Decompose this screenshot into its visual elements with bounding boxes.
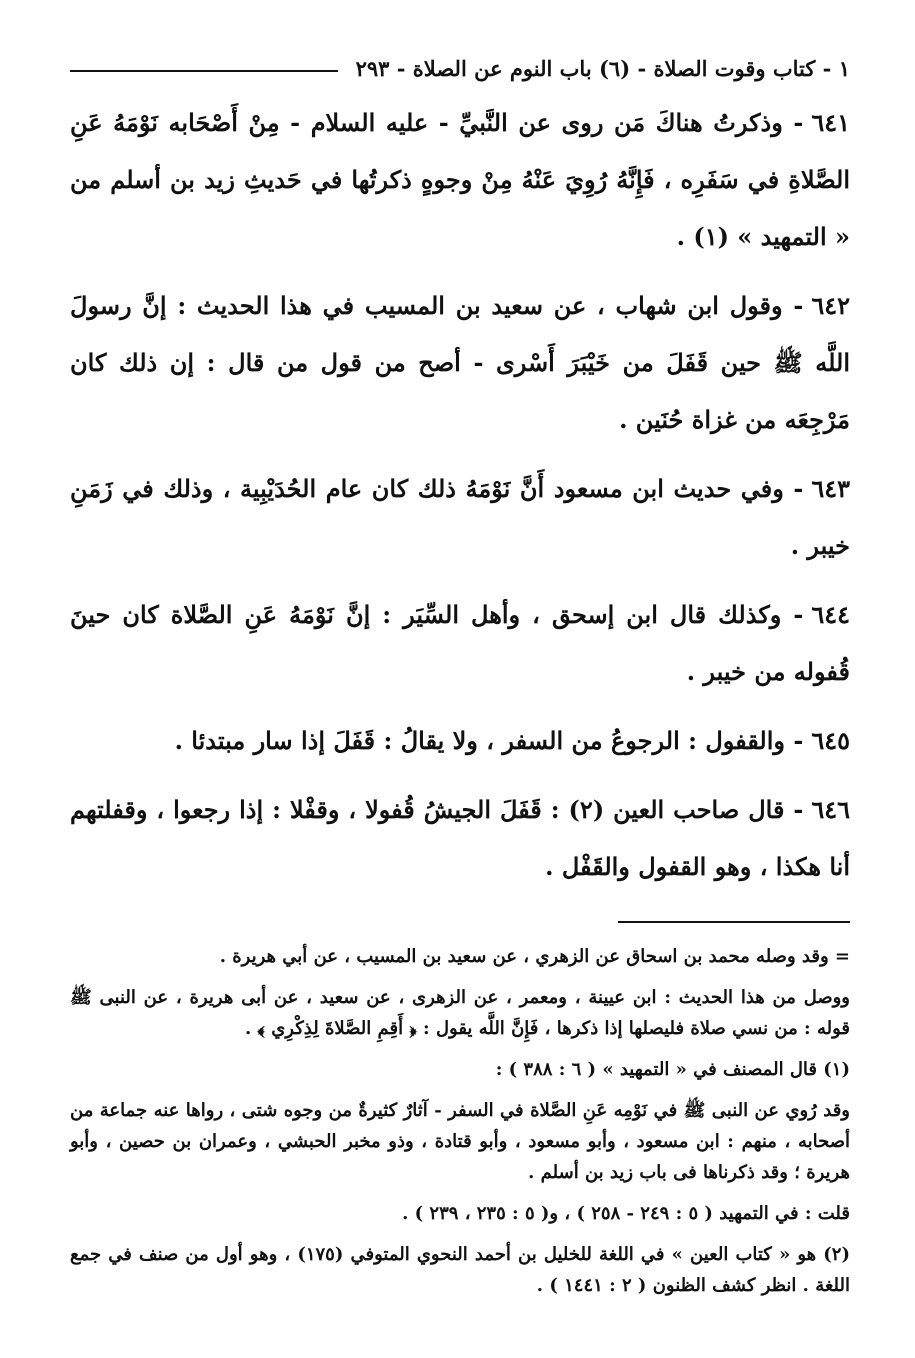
running-head — [70, 48, 850, 88]
paragraph-text: - قال صاحب العين (٢) : قَفَلَ الجيشُ قُفولا ، وقفْلا : إذا رجعوا ، وقفلتهم أنا هكذا ، وهو القفول والقَفْل . — [70, 795, 850, 881]
paragraph-644 — [70, 586, 850, 700]
footnote-1-note: قلت : في التمهيد ( ٥ : ٢٤٩ - ٢٥٨ ) ، و( ٥ : ٢٣٥ ، ٢٣٩ ) . — [402, 1203, 850, 1224]
footnote-2: (٢) هو « كتاب العين » في اللغة للخليل بن أحمد النحوي المتوفي (١٧٥) ، وهو أول من صنف في جمع اللغة . انظر كشف الظنون ( ٢ : ١٤٤١ ) . — [70, 1244, 850, 1296]
footnote-continuation: = وقد وصله محمد بن اسحاق عن الزهري ، عن سعيد بن المسيب ، عن أبي هريرة . — [219, 946, 850, 967]
paragraph-number: ٦٤١ — [811, 108, 850, 137]
footnote-1-text: وقد رُوي عن النبى ﷺ في نَوْمِه عَنِ الصَّلاة في السفر - آثارٌ كثيرةٌ من وجوه شتى ، رواها عنه جماعة من أصحابه ، منهم : ابن مسعود ، وأبو مسعود ، وأبو قتادة ، وذو مخبر الحبشي ، وعمران بن حصين ، وأبو هريرة ؛ وقد ذكرناها فى باب زيد بن أسلم . — [70, 1100, 850, 1183]
paragraph-646 — [70, 781, 850, 895]
footnotes — [70, 941, 850, 1301]
paragraph-641 — [70, 94, 850, 265]
paragraph-text: - والقفول : الرجوعُ من السفر ، ولا يقالُ : قَفَلَ إذا سار مبتدئا . — [174, 726, 804, 755]
paragraph-text: - وكذلك قال ابن إسحق ، وأهل السِّيَر : إنَّ نَوْمَهُ عَنِ الصَّلاة كان حينَ قُفوله من خيبر . — [70, 600, 850, 686]
paragraph-number: ٦٤٣ — [811, 474, 850, 503]
paragraph-text: - وذكرتُ هناكَ مَن روى عن النَّبيِّ - عليه السلام - مِنْ أَصْحَابه نَوْمَهُ عَنِ الصَّلاةِ في سَفَرِه ، فَإِنَّهُ رُوِيَ عَنْهُ مِنْ وجوهٍ ذكرتُها في حَديثِ زيد بن أسلم من « التمهيد » (١) . — [70, 108, 850, 251]
running-head-title: ١ - كتاب وقوت الصلاة - (٦) باب النوم عن الصلاة - ٢٩٣ — [355, 55, 850, 81]
footnote-continuation: ووصل من هذا الحديث : ابن عيينة ، ومعمر ، عن الزهرى ، عن سعيد ، عن أبى هريرة ، عن النبى ﷺ قوله : من نسي صلاة فليصلها إذا ذكرها ، فَإِنَّ اللَّه يقول : ﴿ أَقِمِ الصَّلاةَ لِذِكْرِي ﴾ . — [70, 987, 850, 1039]
main-text — [70, 94, 850, 895]
paragraph-number: ٦٤٢ — [811, 291, 850, 320]
paragraph-642 — [70, 277, 850, 448]
paragraph-text: - وفي حديث ابن مسعود أَنَّ نَوْمَهُ ذلك كان عام الحُدَيْبِية ، وذلك في زَمَنِ خيبر . — [70, 474, 850, 560]
paragraph-text: - وقول ابن شهاب ، عن سعيد بن المسيب في هذا الحديث : إنَّ رسولَ اللَّه ﷺ حين قَفَلَ من خَيْبَرَ أَسْرى - أصح من قول من قال : إن ذلك كان مَرْجِعَه من غزاة حُنَين . — [70, 291, 850, 434]
paragraph-number: ٦٤٤ — [811, 600, 850, 629]
paragraph-643 — [70, 460, 850, 574]
paragraph-645 — [70, 712, 850, 769]
running-head-rule — [70, 70, 338, 72]
footnote-separator — [618, 921, 850, 923]
paragraph-number: ٦٤٦ — [811, 795, 851, 824]
book-page — [70, 48, 850, 1311]
paragraph-number: ٦٤٥ — [811, 726, 850, 755]
footnote-1: (١) قال المصنف في « التمهيد » ( ٦ : ٣٨٨ ) : — [495, 1059, 850, 1080]
